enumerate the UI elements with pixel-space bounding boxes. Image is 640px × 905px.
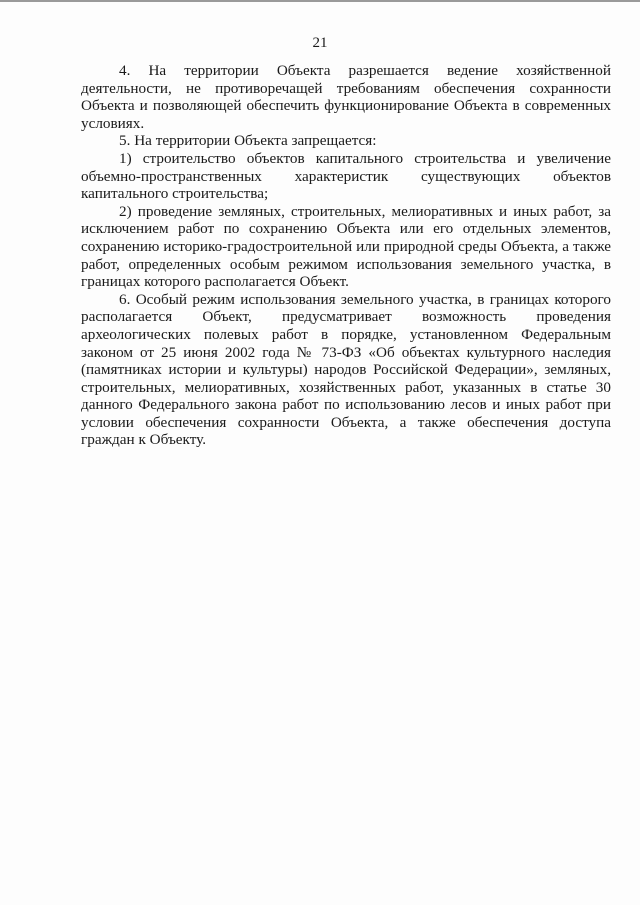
- paragraph-4-permitted-activity: 4. На территории Объекта разрешается ведение хозяйственной деятельности, не противоречащей требованиям обеспечения сохранности Объекта и позволяющей обеспечить функционирование Объекта в современных условиях.: [81, 62, 611, 132]
- page-number: 21: [312, 35, 328, 51]
- paragraph-5-prohibitions-heading: 5. На территории Объекта запрещается:: [119, 132, 377, 150]
- prohibition-item-2: 2) проведение земляных, строительных, мелиоративных и иных работ, за исключением работ по сохранению Объекта или его отдельных элементов, сохранению историко-градостроительной или природной среды Объекта, а также работ, определенных особым режимом использования земельного участка, в границах которого располагается Объект.: [81, 202, 611, 291]
- prohibition-item-1: 1) строительство объектов капитального строительства и увеличение объемно-пространственных характеристик существующих объектов капитального строительства;: [81, 149, 611, 203]
- document-body: [81, 62, 611, 449]
- scan-top-edge: [0, 0, 640, 2]
- paragraph-6-special-regime: 6. Особый режим использования земельного участка, в границах которого располагается Объект, предусматривает возможность проведения археологических полевых работ в порядке, установленном Федеральным законом от 25 июня 2002 года № 73-ФЗ «Об объектах культурного наследия (памятниках истории и культуры) народов Российской Федерации», земляных, строительных, мелиоративных, хозяйственных работ, указанных в статье 30 данного Федерального закона работ по использованию лесов и иных работ при условии обеспечения сохранности Объекта, а также обеспечения доступа граждан к Объекту.: [81, 290, 611, 449]
